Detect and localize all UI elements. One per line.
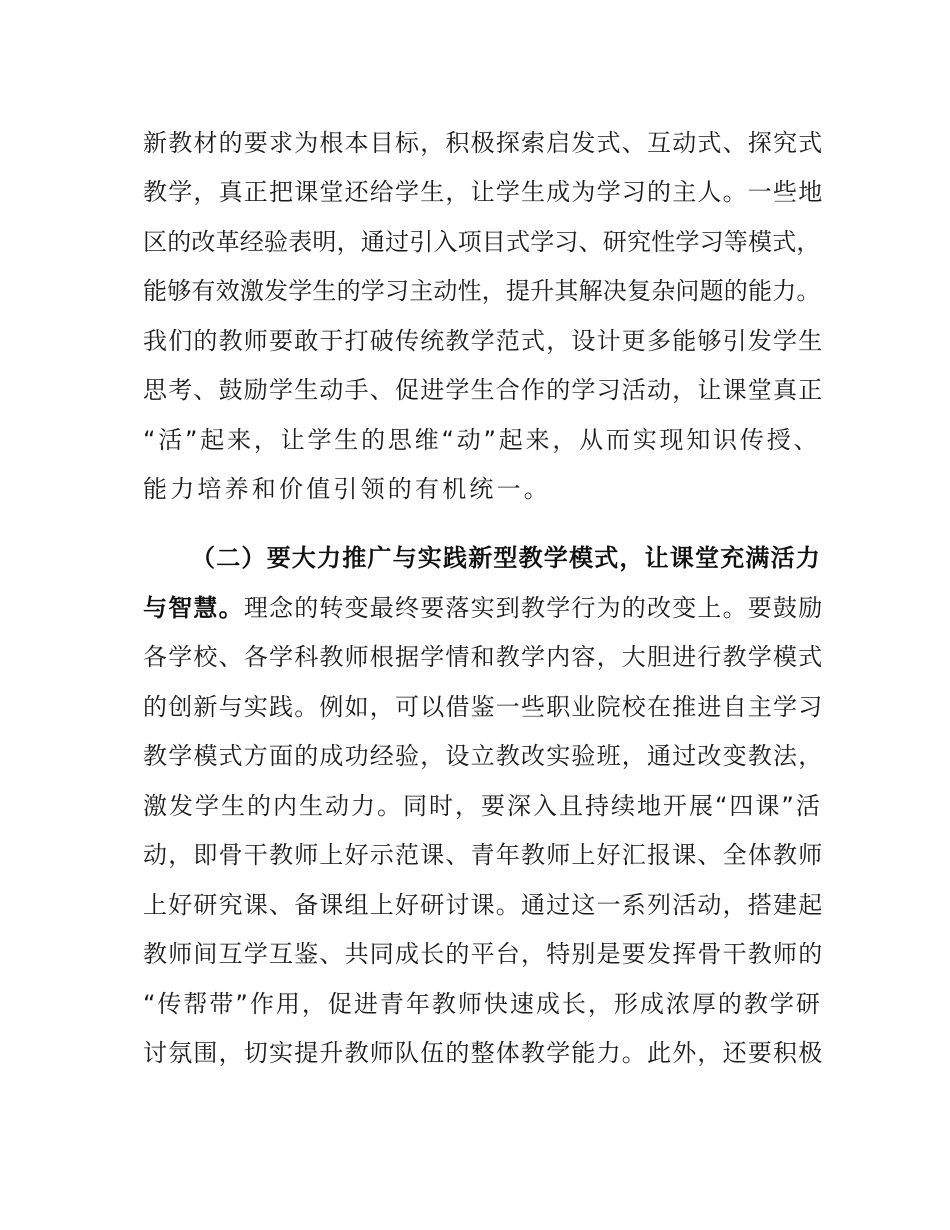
- paragraph-1-line: 区的改革经验表明，通过引入项目式学习、研究性学习等模式，: [143, 228, 821, 256]
- paragraph-1-line: 思考、鼓励学生动手、促进学生合作的学习活动，让课堂真正: [143, 376, 824, 404]
- paragraph-2-line: [143, 590, 823, 626]
- paragraph-1-line: “活”起来，让学生的思维“动”起来，从而实现知识传授、: [143, 426, 821, 454]
- paragraph-2-line: 的创新与实践。例如，可以借鉴一些职业院校在推进自主学习: [143, 693, 824, 721]
- paragraph-2-line: 上好研究课、备课组上好研讨课。通过这一系列活动，搭建起: [143, 891, 824, 919]
- paragraph-2-line: 激发学生的内生动力。同时，要深入且持续地开展“四课”活: [143, 792, 822, 820]
- paragraph-1-line: 教学，真正把课堂还给学生，让学生成为学习的主人。一些地: [143, 178, 824, 206]
- paragraph-2-line: 各学校、各学科教师根据学情和教学内容，大胆进行教学模式: [143, 643, 824, 671]
- paragraph-2-line: 动，即骨干教师上好示范课、青年教师上好汇报课、全体教师: [143, 841, 824, 869]
- paragraph-1-line: 我们的教师要敢于打破传统教学范式，设计更多能够引发学生: [143, 327, 824, 355]
- paragraph-1-line: 能够有效激发学生的学习主动性，提升其解决复杂问题的能力。: [143, 277, 821, 305]
- section-heading-continuation: 与智慧。: [143, 594, 244, 622]
- paragraph-2-line: “传帮带”作用，促进青年教师快速成长，形成浓厚的教学研: [143, 990, 822, 1018]
- paragraph-1-line: 能力培养和价值引领的有机统一。: [143, 475, 551, 503]
- paragraph-2-line: 教师间互学互鉴、共同成长的平台，特别是要发挥骨干教师的: [143, 940, 824, 968]
- paragraph-2-line: 讨氛围，切实提升教师队伍的整体教学能力。此外，还要积极: [143, 1039, 824, 1067]
- paragraph-2-text: 理念的转变最终要落实到教学行为的改变上。要鼓励: [243, 594, 824, 622]
- paragraph-1-line: 新教材的要求为根本目标，积极探索启发式、互动式、探究式: [143, 129, 824, 157]
- paragraph-2-line: 教学模式方面的成功经验，设立教改实验班，通过改变教法，: [143, 742, 824, 770]
- section-heading: （二）要大力推广与实践新型教学模式，让课堂充满活力: [191, 544, 821, 572]
